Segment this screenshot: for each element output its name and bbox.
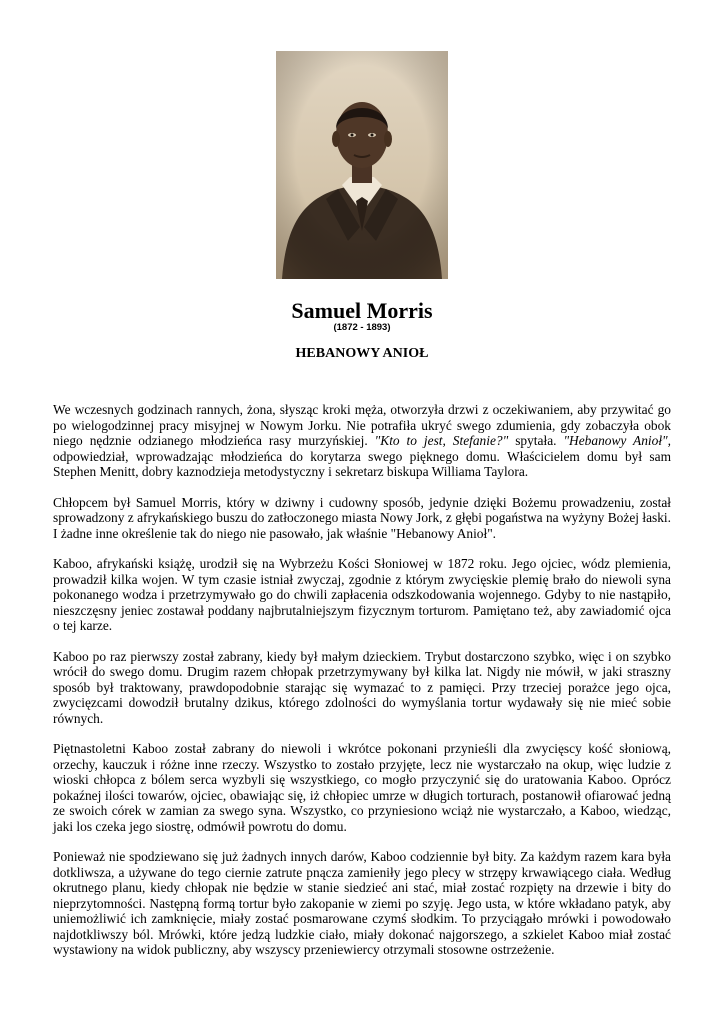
portrait-photo xyxy=(276,51,448,279)
paragraph-text: We wczesnych godzinach rannych, żona, słysząc kroki męża, otworzyła drzwi z oczekiwaniem, aby przywitać go po wielogodzinnej pracy misyjnej w Nowym Jorku. Nie potrafiła ukryć swego zdumienia, gdy zobaczyła obok niego nędznie odzianego młodzieńca rasy murzyńskiej. xyxy=(53,402,671,448)
paragraph: Kaboo, afrykański książę, urodził się na Wybrzeżu Kości Słoniowej w 1872 roku. Jego ojciec, wódz plemienia, prowadził kilka wojen. W tym czasie istniał zwyczaj, zgodnie z którym zwycięskie plemię brało do niewoli syna pokonanego wodza i przetrzymywało go do chwili zapłacenia odszkodowania wojennego. Gdyby to nie nastąpiło, nieszczęsny jeniec zostawał poddany najbrutalniejszym fizycznym torturom. Pamiętano też, aby zawiadomić ojca o tej karze. xyxy=(53,556,671,633)
paragraph xyxy=(53,402,671,480)
paragraph-text: spytała. xyxy=(515,433,557,448)
paragraph-text: odpowiedział, wprowadzając młodzieńca do korytarza swego pięknego domu. Właścicielem domu był sam Stephen Menitt, dobry kaznodzieja metodystyczny i sekretarz biskupa Williama Taylora. xyxy=(53,448,671,479)
paragraph: Kaboo po raz pierwszy został zabrany, kiedy był małym dzieckiem. Trybut dostarczono szybko, więc i on szybko wrócił do swego domu. Drugim razem chłopak przetrzymywany był kilka lat. Nigdy nie mówił, w jaki straszny sposób był traktowany, prawdopodobnie starając się wymazać to z pamięci. Przy trzeciej porażce jego ojca, zwycięzcami dowodził brutalny dzikus, którego zdolności do wymyślania tortur wydawały się nie mieć sobie równych. xyxy=(53,648,671,726)
page-title: Samuel Morris xyxy=(291,298,433,323)
paragraph: Chłopcem był Samuel Morris, który w dziwny i cudowny sposób, jedynie dzięki Bożemu prowadzeniu, został sprowadzony z afrykańskiego buszu do zatłoczonego miasta Nowy Jork, z głębi pogaństwa na wyżyny Bożej łaski. I żadne inne określenie tak do niego nie pasowało, jak właśnie "Hebanowy Anioł". xyxy=(53,494,671,541)
article-body xyxy=(53,402,671,973)
page-subtitle: HEBANOWY ANIOŁ xyxy=(295,346,429,361)
portrait-illustration xyxy=(276,51,448,279)
life-dates: (1872 - 1893) xyxy=(333,322,391,333)
quote: "Kto to jest, Stefanie?" xyxy=(374,433,509,448)
paragraph: Piętnastoletni Kaboo został zabrany do niewoli i wkrótce pokonani przynieśli dla zwycięscy kość słoniową, orzechy, kauczuk i różne inne rzeczy. Wszystko to zostało przyjęte, lecz nie wystarczało na okup, więc ludzie z wioski chłopca z bólem serca wyzbyli się wszystkiego, co mogło przyczynić się do uratowania Kaboo. Oprócz pokaźnej ilości towarów, ojciec, obawiając się, iż chłopiec umrze w długich torturach, postanowił ofiarować jedną ze swoich córek w zamian za swego syna. Wszystko, co przyniesiono wciąż nie wystarczało, a Kaboo, wiedząc, jaki los czeka jego siostrę, odmówił powrotu do domu. xyxy=(53,741,671,834)
quote: "Hebanowy Anioł", xyxy=(563,433,672,448)
paragraph: Ponieważ nie spodziewano się już żadnych innych darów, Kaboo codziennie był bity. Za każdym razem kara była dotkliwsza, a używane do tego ciernie zatrute pnącza zamieniły jego plecy w strzępy krwawiącego ciała. Według okrutnego planu, kiedy chłopak nie będzie w stanie siedzieć ani stać, miał zostać rozpięty na drzewie i bity do nieprzytomności. Następną formą tortur było zakopanie w ziemi po szyję. Jego usta, w które wkładano patyk, aby uniemożliwić ich zamknięcie, miały zostać posmarowane czymś słodkim. To przyciągało mrówki i powodowało najdotkliwszy ból. Mrówki, które jedzą ludzkie ciało, miały dokonać najgorszego, a szkielet Kaboo miał zostać wystawiony na widok publiczny, aby wszyscy przeniewiercy otrzymali stosowne ostrzeżenie. xyxy=(53,849,671,957)
